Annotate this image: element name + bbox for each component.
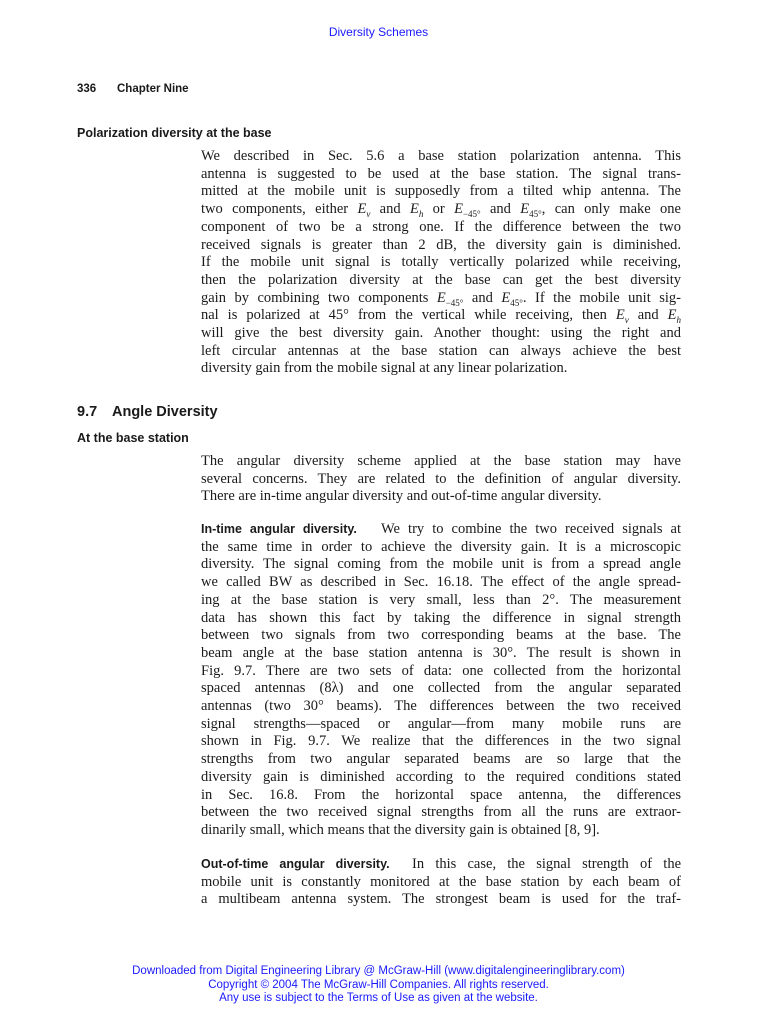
subhead-polarization: Polarization diversity at the base [77, 126, 272, 140]
text-line: spaced antennas (8λ) and one collected from the angular separated [201, 680, 681, 697]
text-line: Fig. 9.7. There are two sets of data: one collected from the horizontal [201, 662, 681, 679]
text-line: mobile unit is constantly monitored at the base station by each beam of [201, 873, 681, 890]
text-line: two components, either $E_v$ and $E_h$ or $E_{-45^\circ}$ and $E_{45^\circ}$, can only make one [201, 201, 681, 219]
text-line: in Sec. 16.8. From the horizontal space antenna, the differences [201, 786, 681, 803]
text-line: diversity. The signal coming from the mobile unit is from a spread angle [201, 556, 681, 573]
text-line: ing at the base station is very small, less than 2°. The measurement [201, 591, 681, 608]
text-line: dinarily small, which means that the diversity gain is obtained [8, 9]. [201, 821, 600, 838]
footer-notice[interactable] [0, 965, 757, 1006]
running-head [77, 83, 189, 95]
text-line: antenna is suggested to be used at the base station. The signal trans- [201, 165, 681, 182]
text-line: the same time in order to achieve the diversity gain. It is a microscopic [201, 538, 681, 555]
section-number: 9.7 [77, 404, 98, 420]
paragraph-polarization [201, 148, 681, 378]
text-line: antennas (two 30° beams). The differences between the two received [201, 698, 681, 715]
text-line [201, 521, 681, 539]
text-line: If the mobile unit signal is totally vertically polarized while receiving, [201, 254, 681, 271]
text-line: shown in Fig. 9.7. We realize that the differences in the two signal [201, 733, 681, 750]
header-link[interactable]: Diversity Schemes [328, 25, 429, 39]
text-line: nal is polarized at 45° from the vertical while receiving, then $E_v$ and $E_h$ [201, 307, 682, 326]
footer-terms-line[interactable]: Any use is subject to the Terms of Use as given at the website. [219, 992, 538, 1004]
text-line: a multibeam antenna system. The strongest beam is used for the traf- [201, 891, 681, 908]
text-line: left circular antennas at the base station can always achieve the best [201, 342, 681, 359]
text-line: The angular diversity scheme applied at the base station may have [201, 453, 681, 469]
section-title: Angle Diversity [112, 404, 218, 420]
paragraph-out-of-time [201, 856, 681, 909]
text-line: then the polarization diversity at the base can get the best diversity [201, 271, 681, 288]
text-line: We described in Sec. 5.6 a base station polarization antenna. This [201, 148, 681, 164]
page-number: 336 [77, 83, 97, 95]
text-line: received signals is greater than 2 dB, the diversity gain is diminished. [201, 236, 681, 253]
text-line: There are in-time angular diversity and out-of-time angular diversity. [201, 488, 602, 505]
text-line [201, 856, 681, 874]
text-line: diversity gain from the mobile signal at any linear polarization. [201, 360, 568, 377]
paragraph-angle-intro [201, 453, 681, 506]
footer-copyright-line: Copyright © 2004 The McGraw-Hill Companies. All rights reserved. [208, 978, 549, 991]
text-line: mitted at the mobile unit is supposedly from a tilted whip antenna. The [201, 183, 681, 200]
text-line: between two signals from two corresponding beams at the base. The [201, 627, 681, 644]
text-line: strengths from two angular separated beams are so large that the [201, 751, 681, 768]
subhead-base-station: At the base station [77, 431, 189, 445]
text-line: component of two be a strong one. If the difference between the two [201, 218, 681, 235]
text-line: diversity gain is diminished according to the required conditions stated [201, 768, 681, 785]
runin-heading: In-time angular diversity. [201, 522, 357, 536]
footer-download-line[interactable]: Downloaded from Digital Engineering Library @ McGraw-Hill (www.digitalengineeringlibrary.com) [132, 965, 625, 977]
text-line-content: We try to combine the two received signals at [381, 521, 681, 537]
runin-heading: Out-of-time angular diversity. [201, 857, 390, 871]
text-line: will give the best diversity gain. Another thought: using the right and [201, 325, 681, 342]
text-line: between the two received signal strengths from all the runs are extraor- [201, 804, 681, 821]
text-line-content: In this case, the signal strength of the [412, 856, 682, 872]
text-line: beam angle at the base station antenna is 30°. The result is shown in [201, 644, 681, 661]
text-line: signal strengths—spaced or angular—from many mobile runs are [201, 715, 681, 732]
text-line: several concerns. They are related to the definition of angular diversity. [201, 470, 681, 487]
text-line: we called BW as described in Sec. 16.18. The effect of the angle spread- [201, 574, 681, 591]
text-line: gain by combining two components $E_{-45^\circ}$ and $E_{45^\circ}$. If the mobile unit sig- [201, 289, 681, 308]
paragraph-in-time [201, 521, 681, 840]
text-line: data has shown this fact by taking the difference in signal strength [201, 609, 681, 626]
chapter-title: Chapter Nine [117, 83, 189, 95]
section-heading [77, 404, 218, 420]
